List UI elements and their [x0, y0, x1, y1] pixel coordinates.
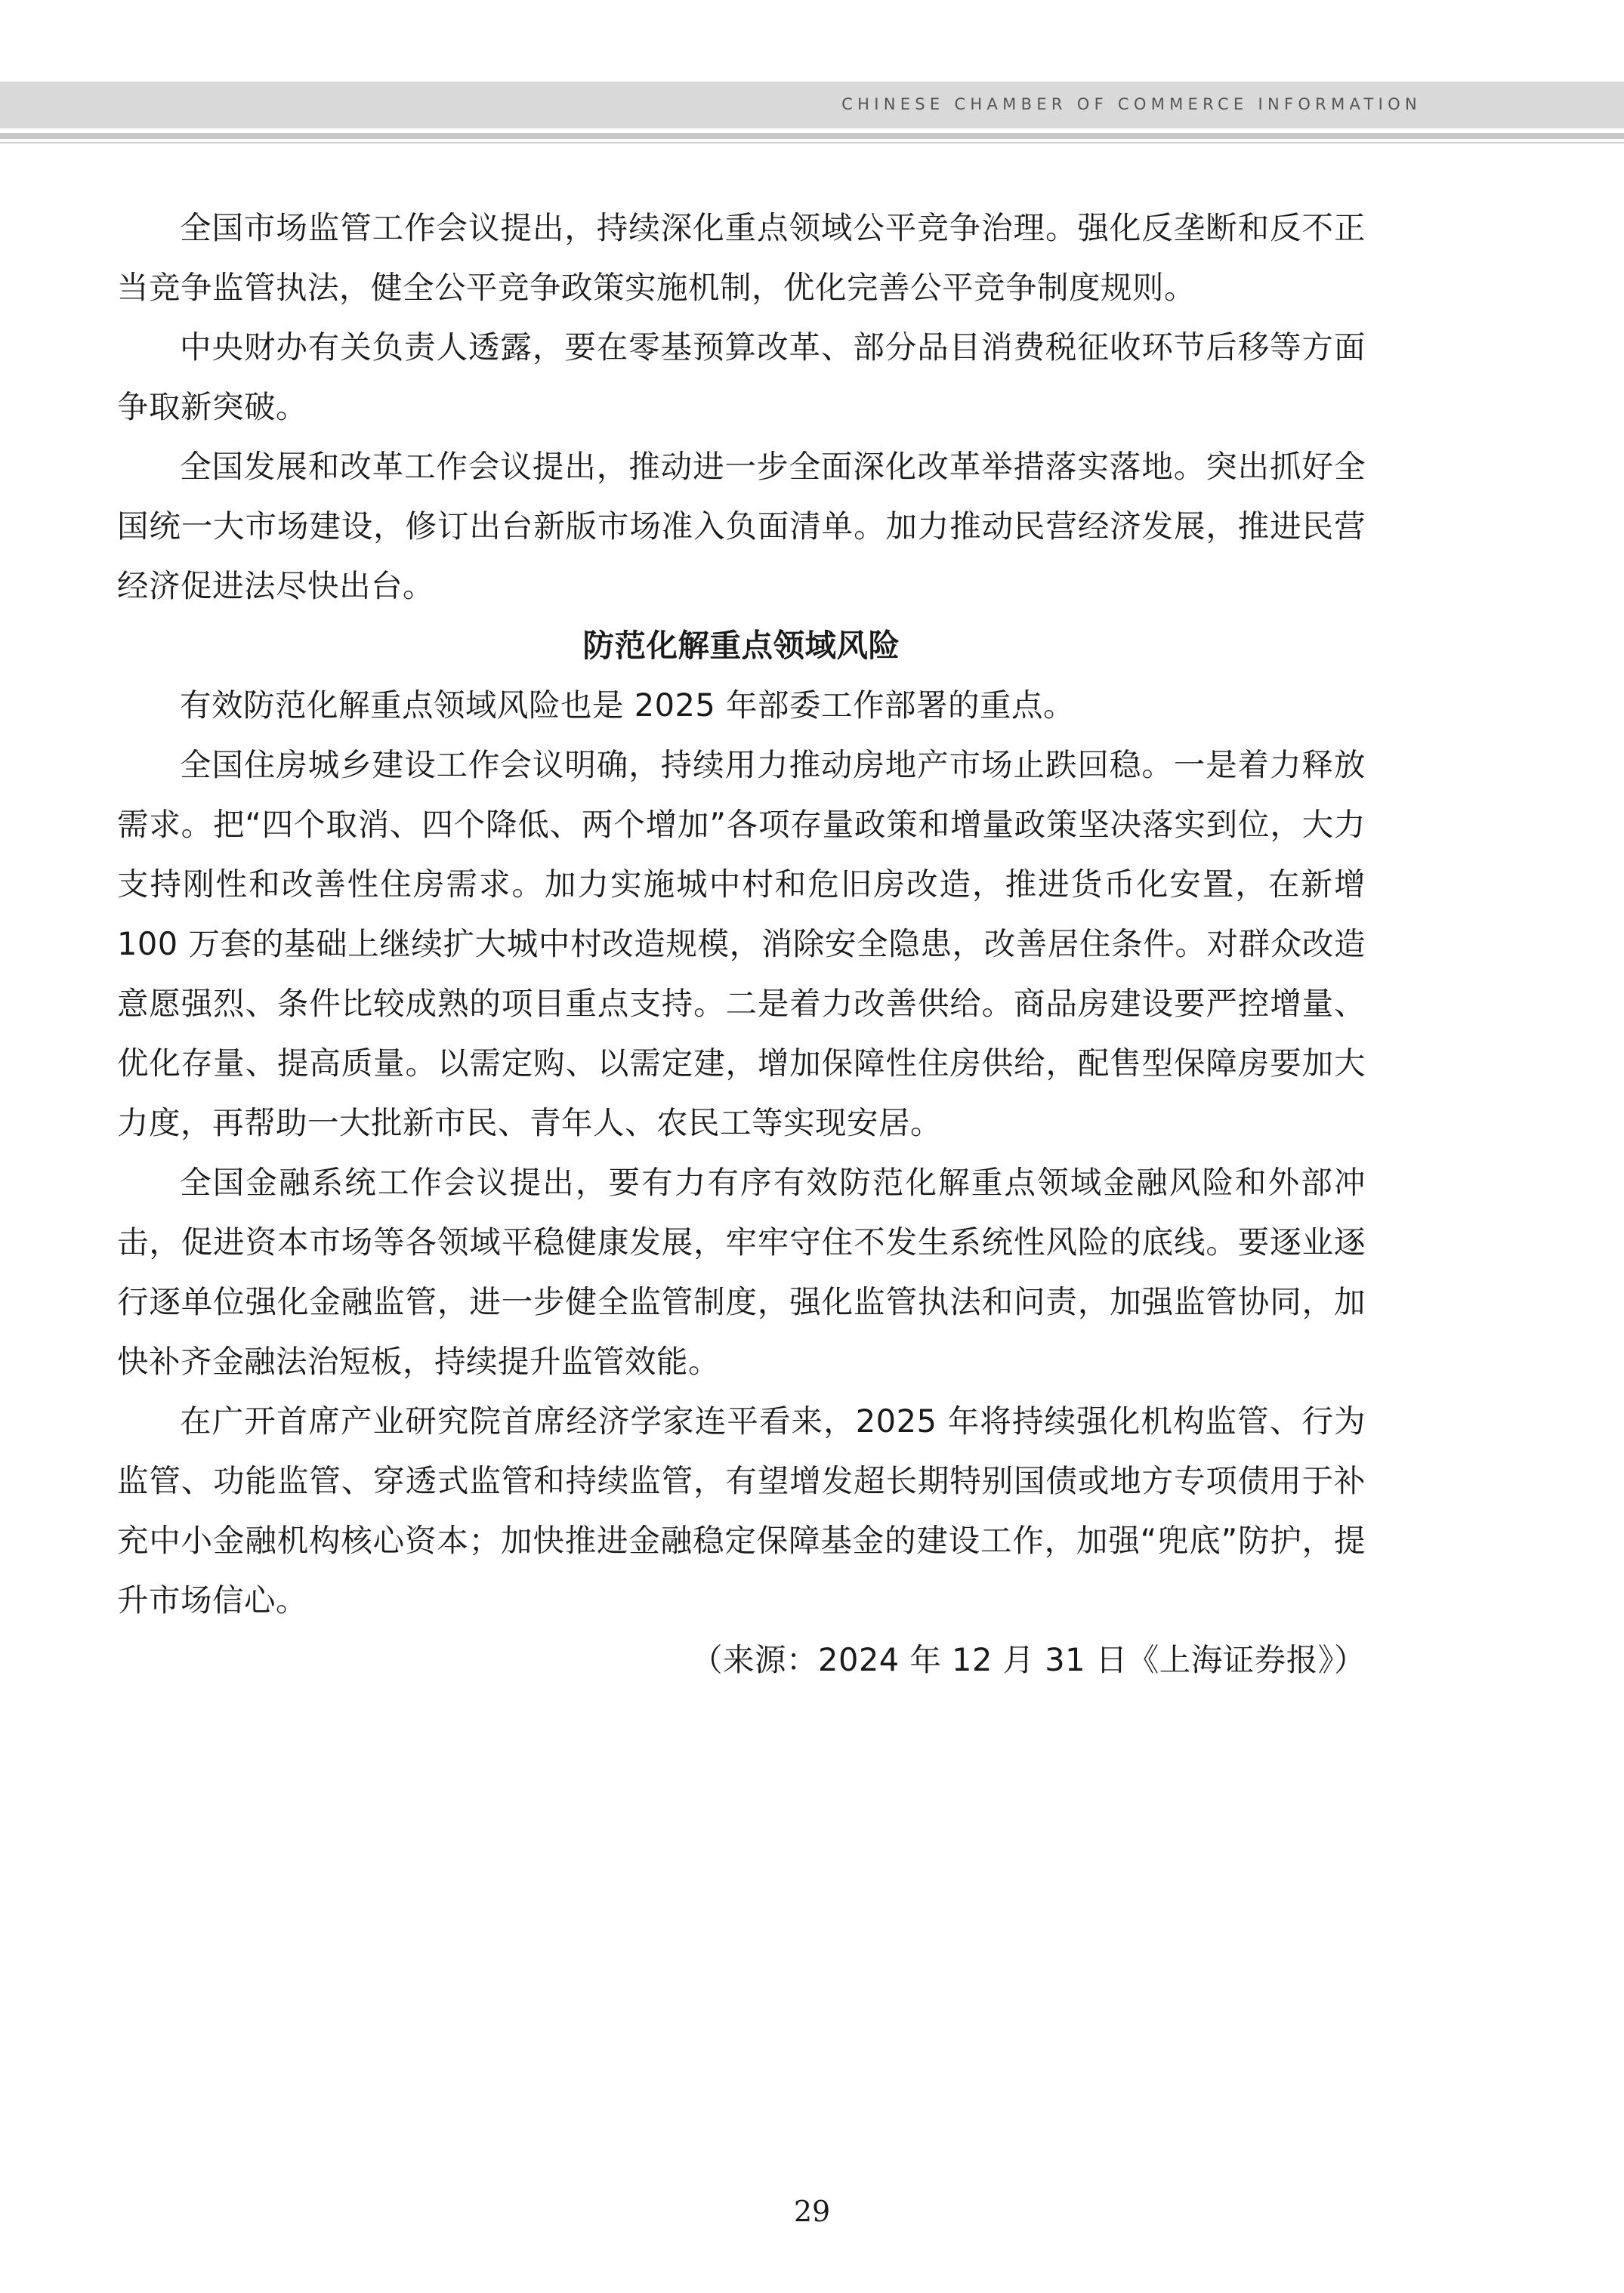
- running-title: CHINESE CHAMBER OF COMMERCE INFORMATION: [841, 95, 1422, 113]
- page-number: 29: [793, 2195, 831, 2228]
- paragraph: 全国市场监管工作会议提出，持续深化重点领域公平竞争治理。强化反垄断和反不正当竞争监管执法，健全公平竞争政策实施机制，优化完善公平竞争制度规则。: [117, 209, 1366, 306]
- paragraph: 有效防范化解重点领域风险也是 2025 年部委工作部署的重点。: [180, 687, 1075, 724]
- article-body: [117, 198, 1366, 1690]
- header-rule: [0, 133, 1624, 139]
- paragraph: 中央财办有关负责人透露，要在零基预算改革、部分品目消费税征收环节后移等方面争取新突破。: [117, 329, 1366, 425]
- section-heading: 防范化解重点领域风险: [582, 627, 900, 664]
- paragraph: 全国发展和改革工作会议提出，推动进一步全面深化改革举措落实落地。突出抓好全国统一大市场建设，修订出台新版市场准入负面清单。加力推动民营经济发展，推进民营经济促进法尽快出台。: [117, 448, 1366, 604]
- paragraph: 在广开首席产业研究院首席经济学家连平看来，2025 年将持续强化机构监管、行为监管、功能监管、穿透式监管和持续监管，有望增发超长期特别国债或地方专项债用于补充中小金融机构核心资本；加快推进金融稳定保障基金的建设工作，加强“兜底”防护，提升市场信心。: [117, 1403, 1366, 1619]
- paragraph: 全国住房城乡建设工作会议明确，持续用力推动房地产市场止跌回稳。一是着力释放需求。把“四个取消、四个降低、两个增加”各项存量政策和增量政策坚决落实到位，大力支持刚性和改善性住房需求。加力实施城中村和危旧房改造，推进货币化安置，在新增 100 万套的基础上继续扩大城中村改造规模，消除安全隐患，改善居住条件。对群众改造意愿强烈、条件比较成熟的项目重点支持。二是着力改善供给。商品房建设要严控增量、优化存量、提高质量。以需定购、以需定建，增加保障性住房供给，配售型保障房要加大力度，再帮助一大批新市民、青年人、农民工等实现安居。: [117, 746, 1366, 1141]
- source-citation: （来源：2024 年 12 月 31 日《上海证券报》）: [691, 1641, 1366, 1678]
- header-rule-thin: [0, 142, 1624, 144]
- paragraph: 全国金融系统工作会议提出，要有力有序有效防范化解重点领域金融风险和外部冲击，促进资本市场等各领域平稳健康发展，牢牢守住不发生系统性风险的底线。要逐业逐行逐单位强化金融监管，进一步健全监管制度，强化监管执法和问责，加强监管协同，加快补齐金融法治短板，持续提升监管效能。: [117, 1164, 1366, 1380]
